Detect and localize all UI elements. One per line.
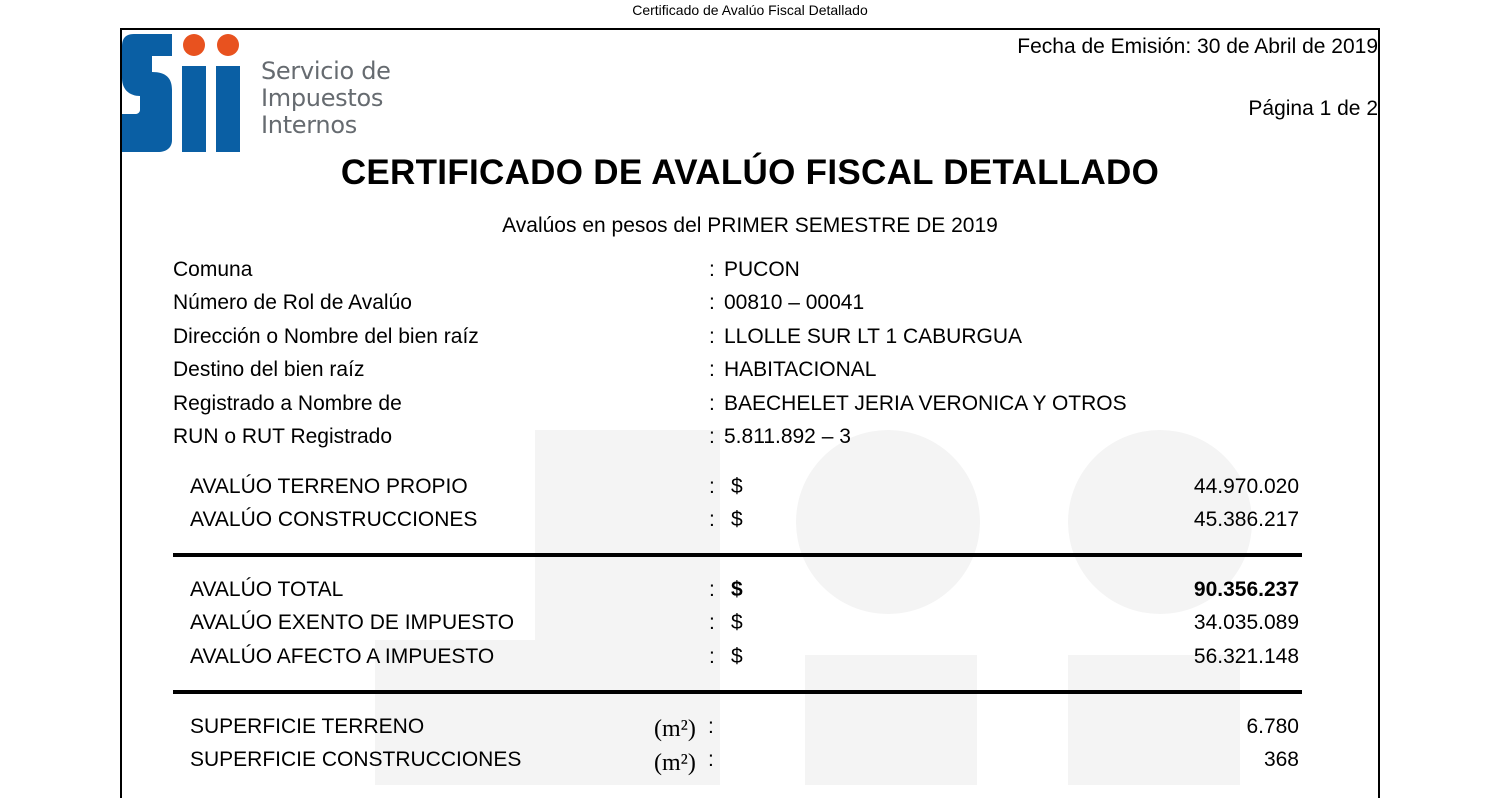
info-label: Número de Rol de Avalúo <box>173 291 412 314</box>
avaluo-total-amount: 90.356.237 <box>1193 578 1299 601</box>
info-value: HABITACIONAL <box>724 358 877 381</box>
sii-logo <box>122 30 247 152</box>
page-number: Página 1 de 2 <box>1248 97 1378 120</box>
colon: : <box>709 291 715 314</box>
document-subtitle: Avalúos en pesos del PRIMER SEMESTRE DE 2019 <box>502 214 998 237</box>
info-value: BAECHELET JERIA VERONICA Y OTROS <box>724 392 1127 415</box>
currency-symbol: $ <box>731 508 743 531</box>
info-value: PUCON <box>724 258 800 281</box>
currency-symbol: $ <box>731 645 743 668</box>
unit-label: (m²) <box>654 716 696 742</box>
colon: : <box>709 392 715 415</box>
info-label: Destino del bien raíz <box>173 358 365 381</box>
colon: : <box>709 578 715 601</box>
colon: : <box>709 611 715 634</box>
avaluo-label: AVALÚO CONSTRUCCIONES <box>190 508 478 531</box>
colon: : <box>709 645 715 668</box>
avaluo-amount: 56.321.148 <box>1193 645 1299 668</box>
avaluo-amount: 44.970.020 <box>1193 475 1299 498</box>
superficie-label: SUPERFICIE CONSTRUCCIONES <box>190 748 522 771</box>
colon: : <box>709 358 715 381</box>
avaluo-amount: 34.035.089 <box>1193 611 1299 634</box>
avaluo-amount: 45.386.217 <box>1193 508 1299 531</box>
superficie-amount: 368 <box>1263 748 1299 771</box>
info-value: 00810 – 00041 <box>724 291 865 314</box>
logo-line-2: Impuestos <box>261 84 384 112</box>
currency-symbol: $ <box>731 611 743 634</box>
info-label: Comuna <box>173 258 253 281</box>
colon: : <box>709 425 715 448</box>
divider-rule <box>173 690 1302 694</box>
document-title: CERTIFICADO DE AVALÚO FISCAL DETALLADO <box>340 153 1160 192</box>
logo-text <box>261 58 391 139</box>
info-label: Registrado a Nombre de <box>173 392 402 415</box>
colon: : <box>709 475 715 498</box>
colon: : <box>708 748 714 771</box>
divider-rule <box>173 553 1302 557</box>
avaluo-label: AVALÚO TERRENO PROPIO <box>190 475 468 498</box>
currency-symbol: $ <box>731 475 743 498</box>
logo-line-3: Internos <box>261 111 357 139</box>
fecha-emision: Fecha de Emisión: 30 de Abril de 2019 <box>1017 35 1378 58</box>
info-label: RUN o RUT Registrado <box>173 425 393 448</box>
superficie-amount: 6.780 <box>1246 715 1299 738</box>
colon: : <box>709 258 715 281</box>
avaluo-label: AVALÚO EXENTO DE IMPUESTO <box>190 611 515 634</box>
avaluo-label: AVALÚO AFECTO A IMPUESTO <box>190 645 495 668</box>
superficie-label: SUPERFICIE TERRENO <box>190 715 425 738</box>
unit-label: (m²) <box>654 750 696 776</box>
avaluo-label: AVALÚO TOTAL <box>190 578 344 601</box>
colon: : <box>708 715 714 738</box>
info-value: 5.811.892 – 3 <box>724 425 851 448</box>
colon: : <box>709 325 715 348</box>
logo-line-1: Servicio de <box>261 57 391 85</box>
currency-symbol: $ <box>731 578 743 601</box>
info-label: Dirección o Nombre del bien raíz <box>173 325 479 348</box>
info-value: LLOLLE SUR LT 1 CABURGUA <box>724 325 1022 348</box>
colon: : <box>709 508 715 531</box>
page-header: Certificado de Avalúo Fiscal Detallado <box>632 2 868 18</box>
